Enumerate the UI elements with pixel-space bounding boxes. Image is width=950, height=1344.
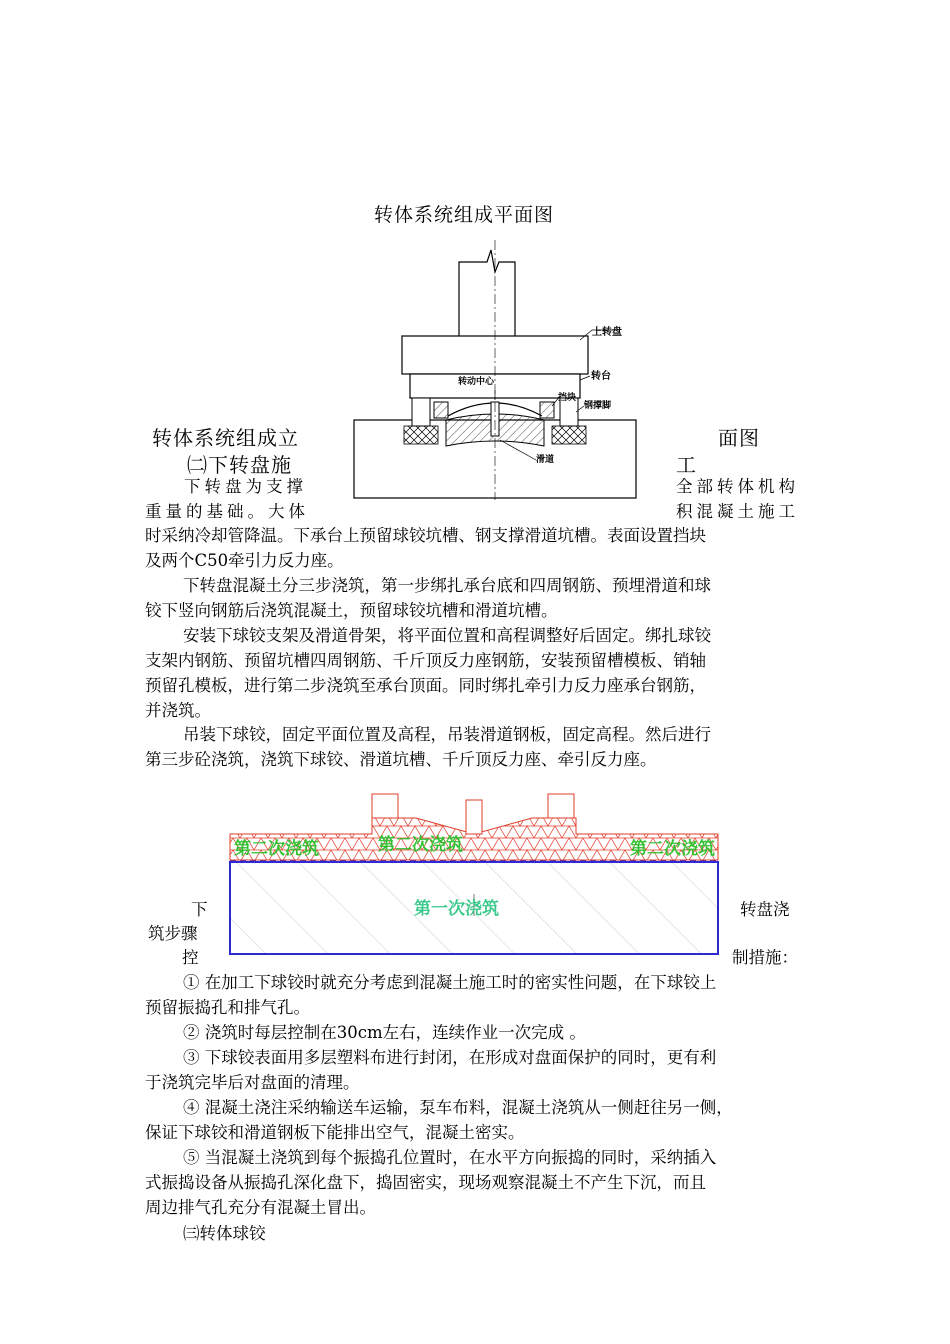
wrap2-left-1: 下	[191, 900, 208, 919]
wrap1-left-2: ㈡下转盘施	[187, 453, 292, 477]
paragraph-4	[145, 722, 810, 772]
measure-3	[145, 1045, 810, 1095]
figure1-title: 转体系统组成平面图	[374, 204, 555, 226]
wrap1-left-3: 下转盘为支撑	[184, 477, 307, 496]
wrap2-left-3: 控	[182, 948, 199, 967]
label-second-pour-left: 第二次浇筑	[234, 839, 319, 859]
paragraph-3	[145, 623, 810, 723]
wrap1-left-4: 重量的基础。大体	[145, 502, 309, 521]
paragraph-line: 并浇筑。	[145, 701, 211, 720]
paragraph-line: 安装下球铰支架及滑道骨架，将平面位置和高程调整好后固定。绑扎球铰	[183, 626, 711, 645]
paragraph-line: ④ 混凝土浇注采纳输送车运输，泵车布料，混凝土浇筑从一侧赶往另一侧，	[183, 1098, 733, 1117]
casting-steps-drawing	[226, 790, 722, 956]
measure-1	[145, 970, 810, 1020]
wrap1-right-3: 全部转体机构	[676, 477, 799, 496]
paragraph-line: ③ 下球铰表面用多层塑料布进行封闭，在形成对盘面保护的同时，更有利	[183, 1048, 717, 1067]
paragraph-1	[145, 523, 810, 573]
label-upper-turntable: 上转盘	[592, 327, 622, 338]
measure-5	[145, 1145, 810, 1220]
wrap1-right-1: 面图	[718, 426, 760, 450]
label-turntable: 转台	[591, 371, 611, 382]
label-steel-support: 钢撑脚	[584, 401, 612, 411]
wrap2-right-1: 转盘浇	[740, 900, 790, 919]
paragraph-line: 预留振捣孔和排气孔。	[145, 998, 310, 1017]
label-slideway: 滑道	[536, 455, 555, 465]
paragraph-line: 吊装下球铰，固定平面位置及高程，吊装滑道钢板，固定高程。然后进行	[183, 725, 711, 744]
label-first-pour: 第一次浇筑	[414, 899, 499, 919]
turning-system-drawing	[350, 240, 640, 500]
label-turn-center: 转动中心	[458, 377, 495, 387]
measure-2	[145, 1020, 810, 1045]
paragraph-2	[145, 573, 810, 623]
paragraph-line: 及两个C50牵引力反力座。	[145, 551, 344, 570]
label-second-pour-right: 第二次浇筑	[630, 839, 715, 859]
measure-4	[145, 1095, 810, 1145]
wrap1-left-1: 转体系统组成立	[152, 426, 299, 450]
paragraph-line: ⑤ 当混凝土浇筑到每个振捣孔位置时，在水平方向振捣的同时，采纳插入	[183, 1148, 717, 1167]
wrap2-right-3: 制措施：	[732, 948, 798, 967]
label-stopper: 挡块	[558, 393, 577, 403]
paragraph-line: 于浇筑完毕后对盘面的清理。	[145, 1073, 360, 1092]
paragraph-line: 时采纳冷却管降温。下承台上预留球铰坑槽、钢支撑滑道坑槽。表面设置挡块	[145, 526, 706, 545]
paragraph-line: 支架内钢筋、预留坑槽四周钢筋、千斤顶反力座钢筋，安装预留槽模板、销轴	[145, 651, 706, 670]
paragraph-line: 铰下竖向钢筋后浇筑混凝土，预留球铰坑槽和滑道坑槽。	[145, 601, 558, 620]
wrap2-left-2: 筑步骤	[148, 924, 198, 943]
paragraph-line: ① 在加工下球铰时就充分考虑到混凝土施工时的密实性问题，在下球铰上	[183, 973, 717, 992]
section3-heading: ㈢转体球铰	[183, 1224, 266, 1243]
wrap1-right-2: 工	[676, 453, 697, 477]
paragraph-line: 式振捣设备从振捣孔深化盘下，捣固密实，现场观察混凝土不产生下沉，而且	[145, 1173, 706, 1192]
paragraph-line: ② 浇筑时每层控制在30cm左右，连续作业一次完成 。	[183, 1023, 586, 1042]
wrap1-right-4: 积混凝土施工	[676, 502, 799, 521]
paragraph-line: 保证下球铰和滑道钢板下能排出空气，混凝土密实。	[145, 1123, 525, 1142]
paragraph-line: 周边排气孔充分有混凝土冒出。	[145, 1198, 376, 1217]
paragraph-line: 下转盘混凝土分三步浇筑，第一步绑扎承台底和四周钢筋、预埋滑道和球	[183, 576, 711, 595]
paragraph-line: 第三步砼浇筑，浇筑下球铰、滑道坑槽、千斤顶反力座、牵引反力座。	[145, 750, 657, 769]
label-second-pour-middle: 第二次浇筑	[378, 835, 463, 855]
paragraph-line: 预留孔模板，进行第二步浇筑至承台顶面。同时绑扎牵引力反力座承台钢筋，	[145, 676, 706, 695]
